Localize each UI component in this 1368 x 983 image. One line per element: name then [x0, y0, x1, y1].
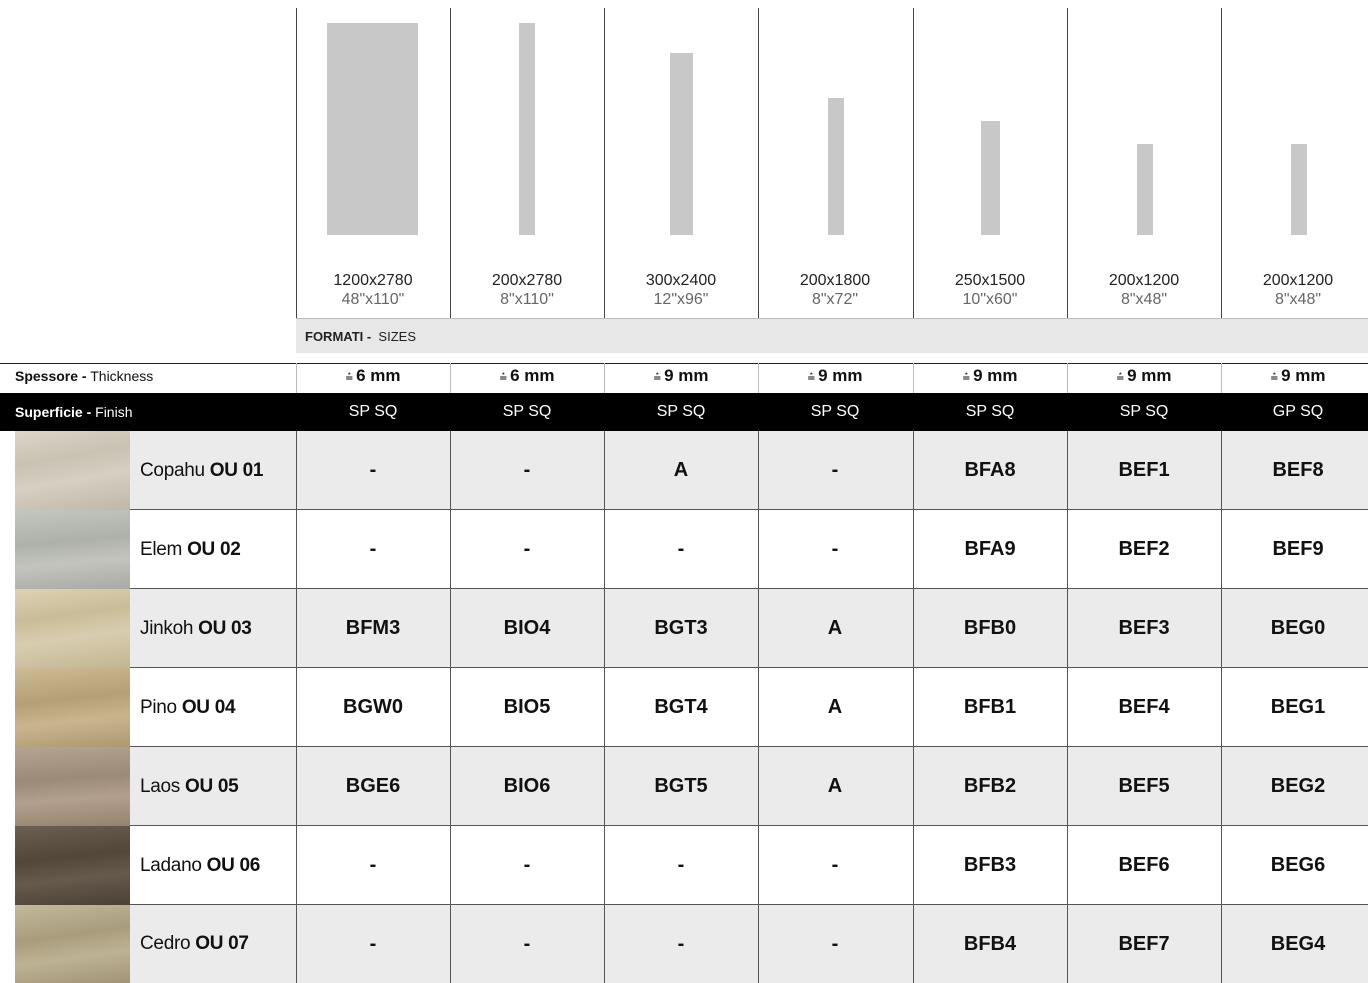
thickness-arrows-icon: ⩮	[962, 369, 971, 384]
column-divider	[296, 431, 297, 983]
thickness-arrows-icon: ⩮	[345, 369, 354, 384]
size-label-inch: 8"x48"	[1274, 291, 1322, 308]
product-name: Elem OU 02	[140, 539, 241, 560]
thickness-cell: ⩮ 6 mm	[345, 366, 401, 385]
finish-cell: GP SQ	[1272, 403, 1324, 420]
thickness-label: Spessore - Thickness	[15, 368, 154, 384]
size-label-inch: 12"x96"	[653, 291, 709, 308]
size-label-inch: 8"x110"	[500, 291, 554, 308]
product-code-cell: BFB0	[963, 617, 1017, 639]
thickness-cell: ⩮ 6 mm	[499, 366, 555, 385]
table-row	[0, 589, 1368, 668]
product-code-cell: BFB4	[963, 933, 1017, 955]
size-swatch-250x1500	[981, 121, 1000, 235]
column-divider	[758, 431, 759, 983]
product-name: Laos OU 05	[140, 776, 239, 797]
size-label: 300x2400	[645, 272, 717, 289]
product-code-cell: BEG2	[1270, 775, 1326, 797]
size-swatch-200x2780	[519, 23, 535, 235]
product-code-cell: BGE6	[345, 775, 401, 797]
product-code-cell: BGW0	[343, 696, 403, 718]
thickness-cell: ⩮ 9 mm	[962, 366, 1018, 385]
product-code-cell: BEF5	[1118, 775, 1170, 797]
product-code-cell: BFM3	[345, 617, 401, 639]
size-label-inch: 10"x60"	[962, 291, 1018, 308]
finish-cell: SP SQ	[1119, 403, 1169, 420]
wood-sample-image	[15, 510, 130, 589]
column-divider	[1221, 431, 1222, 983]
finish-cell: SP SQ	[810, 403, 860, 420]
product-code-cell: BGT5	[654, 775, 708, 797]
table-row	[0, 747, 1368, 826]
size-label: 250x1500	[954, 272, 1026, 289]
product-code-cell: -	[677, 538, 685, 560]
product-code-cell: -	[523, 459, 531, 481]
product-code-cell: -	[369, 854, 377, 876]
finish-cell: SP SQ	[965, 403, 1015, 420]
thickness-cell: ⩮ 9 mm	[1270, 366, 1326, 385]
column-divider	[450, 431, 451, 983]
product-code-cell: BEF7	[1118, 933, 1170, 955]
product-code-cell: -	[831, 933, 839, 955]
product-code-cell: BFA8	[964, 459, 1016, 481]
product-name: Jinkoh OU 03	[140, 618, 252, 639]
wood-sample-image	[15, 431, 130, 510]
product-code-cell: -	[677, 933, 685, 955]
size-label-inch: 48"x110"	[341, 291, 405, 308]
column-divider	[913, 431, 914, 983]
product-code-cell: A	[827, 696, 843, 718]
product-code-cell: -	[523, 933, 531, 955]
size-label-inch: 8"x48"	[1120, 291, 1168, 308]
finish-cell: SP SQ	[348, 403, 398, 420]
product-code-cell: BFA9	[964, 538, 1016, 560]
finish-label: Superficie - Finish	[15, 404, 133, 420]
product-code-cell: -	[369, 459, 377, 481]
product-code-cell: -	[831, 459, 839, 481]
product-code-cell: BGT3	[654, 617, 708, 639]
product-code-cell: BFB1	[963, 696, 1017, 718]
formati-label: FORMATI - SIZES	[305, 329, 416, 344]
product-name: Copahu OU 01	[140, 460, 264, 481]
product-code-cell: BEF4	[1118, 696, 1170, 718]
product-code-cell: BEG1	[1270, 696, 1326, 718]
table-row	[0, 905, 1368, 983]
size-label: 200x1800	[799, 272, 871, 289]
product-code-cell: -	[523, 538, 531, 560]
wood-sample-image	[15, 668, 130, 747]
thickness-arrows-icon: ⩮	[1270, 369, 1279, 384]
table-row	[0, 510, 1368, 589]
size-label: 200x2780	[491, 272, 563, 289]
product-name: Cedro OU 07	[140, 933, 249, 954]
product-code-cell: BEF2	[1118, 538, 1170, 560]
finish-cell: SP SQ	[502, 403, 552, 420]
product-code-cell: BEG0	[1270, 617, 1326, 639]
product-code-cell: BEF8	[1272, 459, 1324, 481]
product-code-cell: BIO5	[503, 696, 551, 718]
product-code-cell: -	[369, 538, 377, 560]
thickness-cell: ⩮ 9 mm	[807, 366, 863, 385]
size-swatch-300x2400	[670, 53, 693, 235]
product-name: Ladano OU 06	[140, 855, 261, 876]
size-label: 200x1200	[1108, 272, 1180, 289]
size-swatch-1200x2780	[327, 23, 418, 235]
thickness-arrows-icon: ⩮	[499, 369, 508, 384]
wood-sample-image	[15, 905, 130, 983]
finish-cell: SP SQ	[656, 403, 706, 420]
thickness-cell: ⩮ 9 mm	[1116, 366, 1172, 385]
product-code-cell: BEF9	[1272, 538, 1324, 560]
product-code-cell: -	[831, 854, 839, 876]
product-code-cell: A	[673, 459, 689, 481]
product-code-cell: BEF1	[1118, 459, 1170, 481]
wood-sample-image	[15, 589, 130, 668]
formati-band	[296, 318, 1368, 353]
column-divider	[604, 431, 605, 983]
product-name: Pino OU 04	[140, 697, 236, 718]
product-code-cell: BEG4	[1270, 933, 1326, 955]
thickness-arrows-icon: ⩮	[653, 369, 662, 384]
column-divider	[1067, 431, 1068, 983]
thickness-cell: ⩮ 9 mm	[653, 366, 709, 385]
product-code-cell: BIO6	[503, 775, 551, 797]
size-swatch-200x1800	[828, 98, 844, 235]
thickness-arrows-icon: ⩮	[1116, 369, 1125, 384]
product-code-cell: -	[677, 854, 685, 876]
size-label: 1200x2780	[333, 272, 413, 289]
product-code-cell: BFB2	[963, 775, 1017, 797]
wood-sample-image	[15, 826, 130, 905]
product-code-cell: BFB3	[963, 854, 1017, 876]
wood-sample-image	[15, 747, 130, 826]
table-row	[0, 826, 1368, 905]
size-label-inch: 8"x72"	[811, 291, 859, 308]
product-code-cell: A	[827, 775, 843, 797]
product-code-cell: BEG6	[1270, 854, 1326, 876]
size-swatch-200x1200	[1291, 144, 1307, 235]
table-row	[0, 668, 1368, 747]
product-code-cell: BEF3	[1118, 617, 1170, 639]
thickness-arrows-icon: ⩮	[807, 369, 816, 384]
product-code-cell: -	[831, 538, 839, 560]
size-swatch-200x1200	[1137, 144, 1153, 235]
size-label: 200x1200	[1262, 272, 1334, 289]
product-code-cell: -	[523, 854, 531, 876]
product-code-cell: -	[369, 933, 377, 955]
product-code-cell: BIO4	[503, 617, 551, 639]
table-row	[0, 431, 1368, 510]
product-code-cell: BGT4	[654, 696, 708, 718]
product-code-cell: A	[827, 617, 843, 639]
product-code-cell: BEF6	[1118, 854, 1170, 876]
